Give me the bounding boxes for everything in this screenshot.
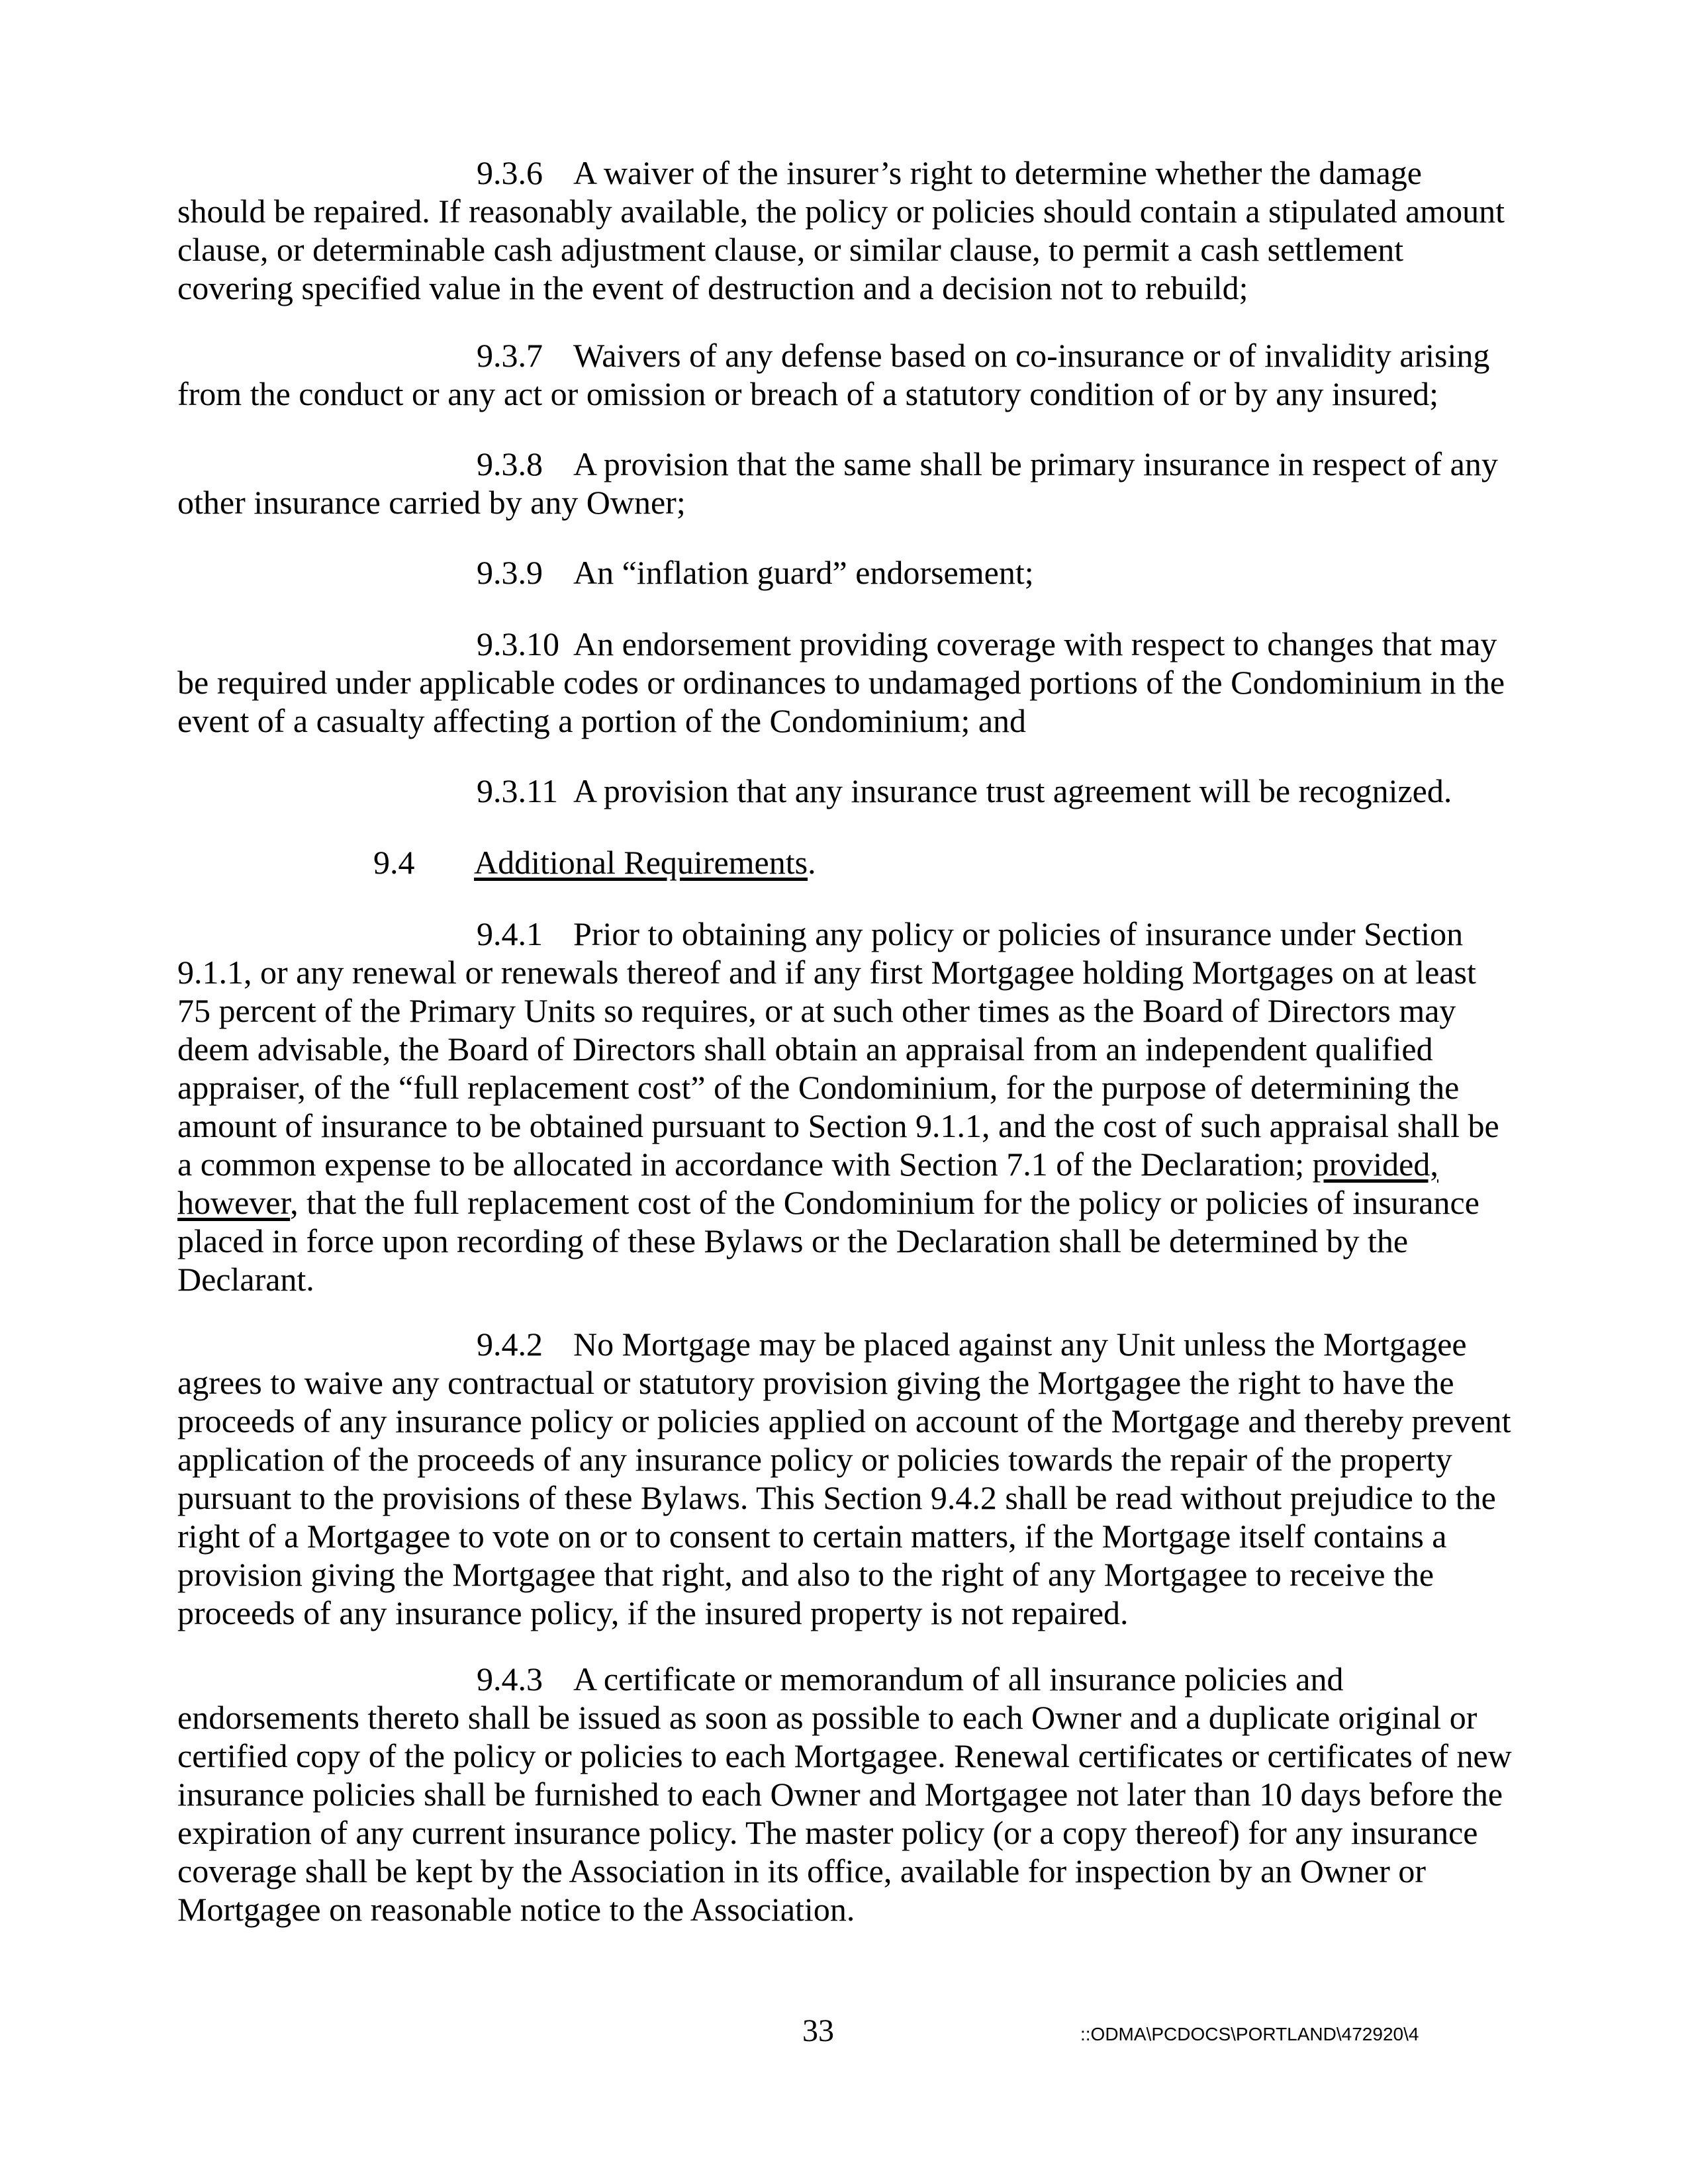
page-number: 33 <box>802 2013 834 2048</box>
paragraph-9-3-7 <box>177 336 1515 413</box>
paragraph-text: A provision that the same shall be primary insurance in respect of any other insurance carried by any Owner; <box>177 445 1498 521</box>
paragraph-number: 9.3.8 <box>477 445 543 482</box>
paragraph-9-4-1 <box>177 915 1515 1298</box>
document-id: ::ODMA\PCDOCS\PORTLAND\472920\4 <box>1080 2024 1419 2044</box>
paragraph-number: 9.4.2 <box>477 1326 543 1363</box>
paragraph-text: A waiver of the insurer’s right to determine whether the damage should be repaired. If reasonably available, the policy or policies should contain a stipulated amount clause, or determinable cash adjustment clause, or similar clause, to permit a cash settlement covering specified value in the event of destruction and a decision not to rebuild; <box>177 154 1505 306</box>
paragraph-number: 9.4.3 <box>477 1661 543 1698</box>
paragraph-number: 9.3.11 <box>477 772 559 809</box>
paragraph-number: 9.3.9 <box>477 554 543 591</box>
paragraph-9-3-8 <box>177 445 1515 522</box>
paragraph-9-3-6 <box>177 154 1515 307</box>
paragraph-number: 9.3.6 <box>477 154 543 191</box>
section-heading-9-4 <box>373 843 816 882</box>
section-title: Additional Requirements <box>474 844 808 881</box>
section-number: 9.4 <box>373 844 415 881</box>
paragraph-9-3-9 <box>177 553 1515 592</box>
paragraph-number: 9.3.7 <box>477 337 543 374</box>
paragraph-9-4-2 <box>177 1325 1515 1632</box>
paragraph-text: A certificate or memorandum of all insurance policies and endorsements thereto shall be issued as soon as possible to each Owner and a duplicate original or certified copy of the policy or policies to each Mortgagee. Renewal certificates or certificates of new insurance policies shall be furnished to each Owner and Mortgagee not later than 10 days before the expiration of any current insurance policy. The master policy (or a copy thereof) for any insurance coverage shall be kept by the Association in its office, available for inspection by an Owner or Mortgagee on reasonable notice to the Association. <box>177 1661 1512 1928</box>
paragraph-text: Waivers of any defense based on co-insurance or of invalidity arising from the conduct or any act or omission or breach of a statutory condition of or by any insured; <box>177 337 1490 412</box>
paragraph-text: An endorsement providing coverage with respect to changes that may be required under applicable codes or ordinances to undamaged portions of the Condominium in the event of a casualty affecting a portion of the Condominium; and <box>177 625 1505 739</box>
provided-however-emphasis: provided, however <box>177 1146 1438 1221</box>
paragraph-text-continued: , that the full replacement cost of the Condominium for the policy or policies of insurance placed in force upon recording of these Bylaws or the Declaration shall be determined by the Declarant. <box>177 1184 1479 1298</box>
paragraph-number: 9.4.1 <box>477 915 543 952</box>
paragraph-text: A provision that any insurance trust agreement will be recognized. <box>573 772 1452 809</box>
paragraph-text: Prior to obtaining any policy or policies of insurance under Section 9.1.1, or any renewal or renewals thereof and if any first Mortgagee holding Mortgages on at least 75 percent of the Primary Units so requires, or at such other times as the Board of Directors may deem advisable, the Board of Directors shall obtain an appraisal from an independent qualified appraiser, of the “full replacement cost” of the Condominium, for the purpose of determining the amount of insurance to be obtained pursuant to Section 9.1.1, and the cost of such appraisal shall be a common expense to be allocated in accordance with Section 7.1 of the Declaration; <box>177 915 1499 1183</box>
section-title-suffix: . <box>808 844 816 881</box>
paragraph-number: 9.3.10 <box>477 625 559 662</box>
paragraph-9-3-10 <box>177 625 1515 740</box>
paragraph-9-3-11 <box>177 772 1515 810</box>
paragraph-text: No Mortgage may be placed against any Unit unless the Mortgagee agrees to waive any contractual or statutory provision giving the Mortgagee the right to have the proceeds of any insurance policy or policies applied on account of the Mortgage and thereby prevent application of the proceeds of any insurance policy or policies towards the repair of the property pursuant to the provisions of these Bylaws. This Section 9.4.2 shall be read without prejudice to the right of a Mortgagee to vote on or to consent to certain matters, if the Mortgage itself contains a provision giving the Mortgagee that right, and also to the right of any Mortgagee to receive the proceeds of any insurance policy, if the insured property is not repaired. <box>177 1326 1511 1631</box>
paragraph-9-4-3 <box>177 1660 1515 1929</box>
paragraph-text: An “inflation guard” endorsement; <box>573 554 1034 591</box>
